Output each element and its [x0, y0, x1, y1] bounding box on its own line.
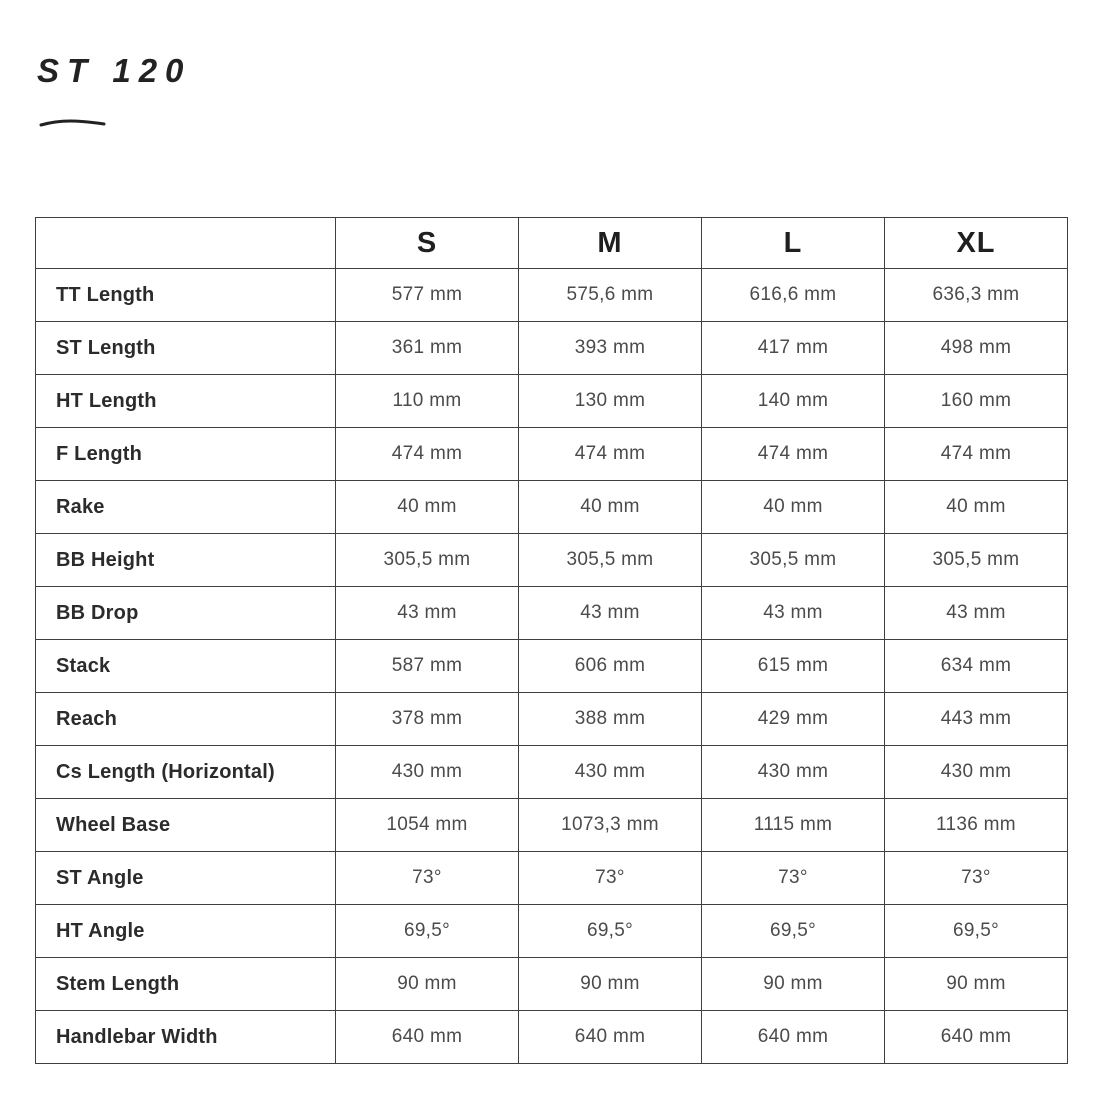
table-row	[36, 693, 1068, 746]
table-row	[36, 958, 1068, 1011]
row-value: 40 mm	[702, 481, 885, 534]
row-value: 636,3 mm	[885, 269, 1068, 322]
row-label: ST Length	[36, 322, 336, 375]
row-value: 587 mm	[336, 640, 519, 693]
row-value: 417 mm	[702, 322, 885, 375]
row-value: 40 mm	[519, 481, 702, 534]
table-row	[36, 1011, 1068, 1064]
row-value: 640 mm	[702, 1011, 885, 1064]
row-value: 640 mm	[885, 1011, 1068, 1064]
row-label: BB Height	[36, 534, 336, 587]
row-label: HT Angle	[36, 905, 336, 958]
row-value: 69,5°	[702, 905, 885, 958]
row-value: 474 mm	[336, 428, 519, 481]
row-value: 69,5°	[336, 905, 519, 958]
row-value: 73°	[336, 852, 519, 905]
page-title: ST 120	[37, 52, 192, 89]
row-value: 69,5°	[885, 905, 1068, 958]
row-value: 305,5 mm	[519, 534, 702, 587]
row-value: 393 mm	[519, 322, 702, 375]
row-value: 474 mm	[519, 428, 702, 481]
empty-corner-cell	[36, 218, 336, 269]
table-row	[36, 269, 1068, 322]
size-header-s: S	[336, 218, 519, 269]
table-row	[36, 322, 1068, 375]
row-value: 305,5 mm	[885, 534, 1068, 587]
row-label: Stack	[36, 640, 336, 693]
row-value: 140 mm	[702, 375, 885, 428]
row-value: 474 mm	[885, 428, 1068, 481]
row-value: 430 mm	[519, 746, 702, 799]
row-label: ST Angle	[36, 852, 336, 905]
table-row	[36, 746, 1068, 799]
row-value: 577 mm	[336, 269, 519, 322]
row-value: 43 mm	[885, 587, 1068, 640]
row-value: 640 mm	[336, 1011, 519, 1064]
row-value: 429 mm	[702, 693, 885, 746]
table-row	[36, 428, 1068, 481]
size-header-m: M	[519, 218, 702, 269]
row-value: 575,6 mm	[519, 269, 702, 322]
table-row	[36, 640, 1068, 693]
row-value: 90 mm	[519, 958, 702, 1011]
row-value: 90 mm	[702, 958, 885, 1011]
row-value: 73°	[885, 852, 1068, 905]
row-value: 430 mm	[885, 746, 1068, 799]
size-header-row	[36, 218, 1068, 269]
row-value: 430 mm	[702, 746, 885, 799]
row-value: 634 mm	[885, 640, 1068, 693]
row-value: 361 mm	[336, 322, 519, 375]
row-label: Stem Length	[36, 958, 336, 1011]
size-header-l: L	[702, 218, 885, 269]
row-value: 430 mm	[336, 746, 519, 799]
table-row	[36, 481, 1068, 534]
row-label: HT Length	[36, 375, 336, 428]
row-label: TT Length	[36, 269, 336, 322]
row-value: 1115 mm	[702, 799, 885, 852]
table-row	[36, 587, 1068, 640]
row-value: 498 mm	[885, 322, 1068, 375]
table-row	[36, 905, 1068, 958]
row-value: 615 mm	[702, 640, 885, 693]
row-value: 73°	[702, 852, 885, 905]
row-value: 640 mm	[519, 1011, 702, 1064]
row-value: 443 mm	[885, 693, 1068, 746]
table-row	[36, 799, 1068, 852]
row-value: 160 mm	[885, 375, 1068, 428]
row-value: 40 mm	[885, 481, 1068, 534]
row-label: BB Drop	[36, 587, 336, 640]
row-value: 90 mm	[885, 958, 1068, 1011]
row-value: 305,5 mm	[702, 534, 885, 587]
row-value: 474 mm	[702, 428, 885, 481]
row-value: 1073,3 mm	[519, 799, 702, 852]
size-header-xl: XL	[885, 218, 1068, 269]
row-label: F Length	[36, 428, 336, 481]
row-label: Cs Length (Horizontal)	[36, 746, 336, 799]
geometry-table	[35, 217, 1068, 1064]
row-label: Reach	[36, 693, 336, 746]
row-value: 73°	[519, 852, 702, 905]
row-value: 305,5 mm	[336, 534, 519, 587]
row-value: 1054 mm	[336, 799, 519, 852]
row-value: 43 mm	[702, 587, 885, 640]
row-value: 378 mm	[336, 693, 519, 746]
geometry-table-container	[35, 217, 1068, 1064]
row-value: 69,5°	[519, 905, 702, 958]
row-value: 130 mm	[519, 375, 702, 428]
row-label: Handlebar Width	[36, 1011, 336, 1064]
row-value: 40 mm	[336, 481, 519, 534]
title-underline-swoosh	[38, 117, 108, 129]
row-value: 616,6 mm	[702, 269, 885, 322]
row-label: Wheel Base	[36, 799, 336, 852]
table-row	[36, 852, 1068, 905]
row-value: 110 mm	[336, 375, 519, 428]
row-value: 43 mm	[336, 587, 519, 640]
row-value: 90 mm	[336, 958, 519, 1011]
row-value: 1136 mm	[885, 799, 1068, 852]
spec-table-body	[36, 269, 1068, 1064]
row-value: 606 mm	[519, 640, 702, 693]
row-value: 43 mm	[519, 587, 702, 640]
table-row	[36, 375, 1068, 428]
row-value: 388 mm	[519, 693, 702, 746]
table-row	[36, 534, 1068, 587]
row-label: Rake	[36, 481, 336, 534]
